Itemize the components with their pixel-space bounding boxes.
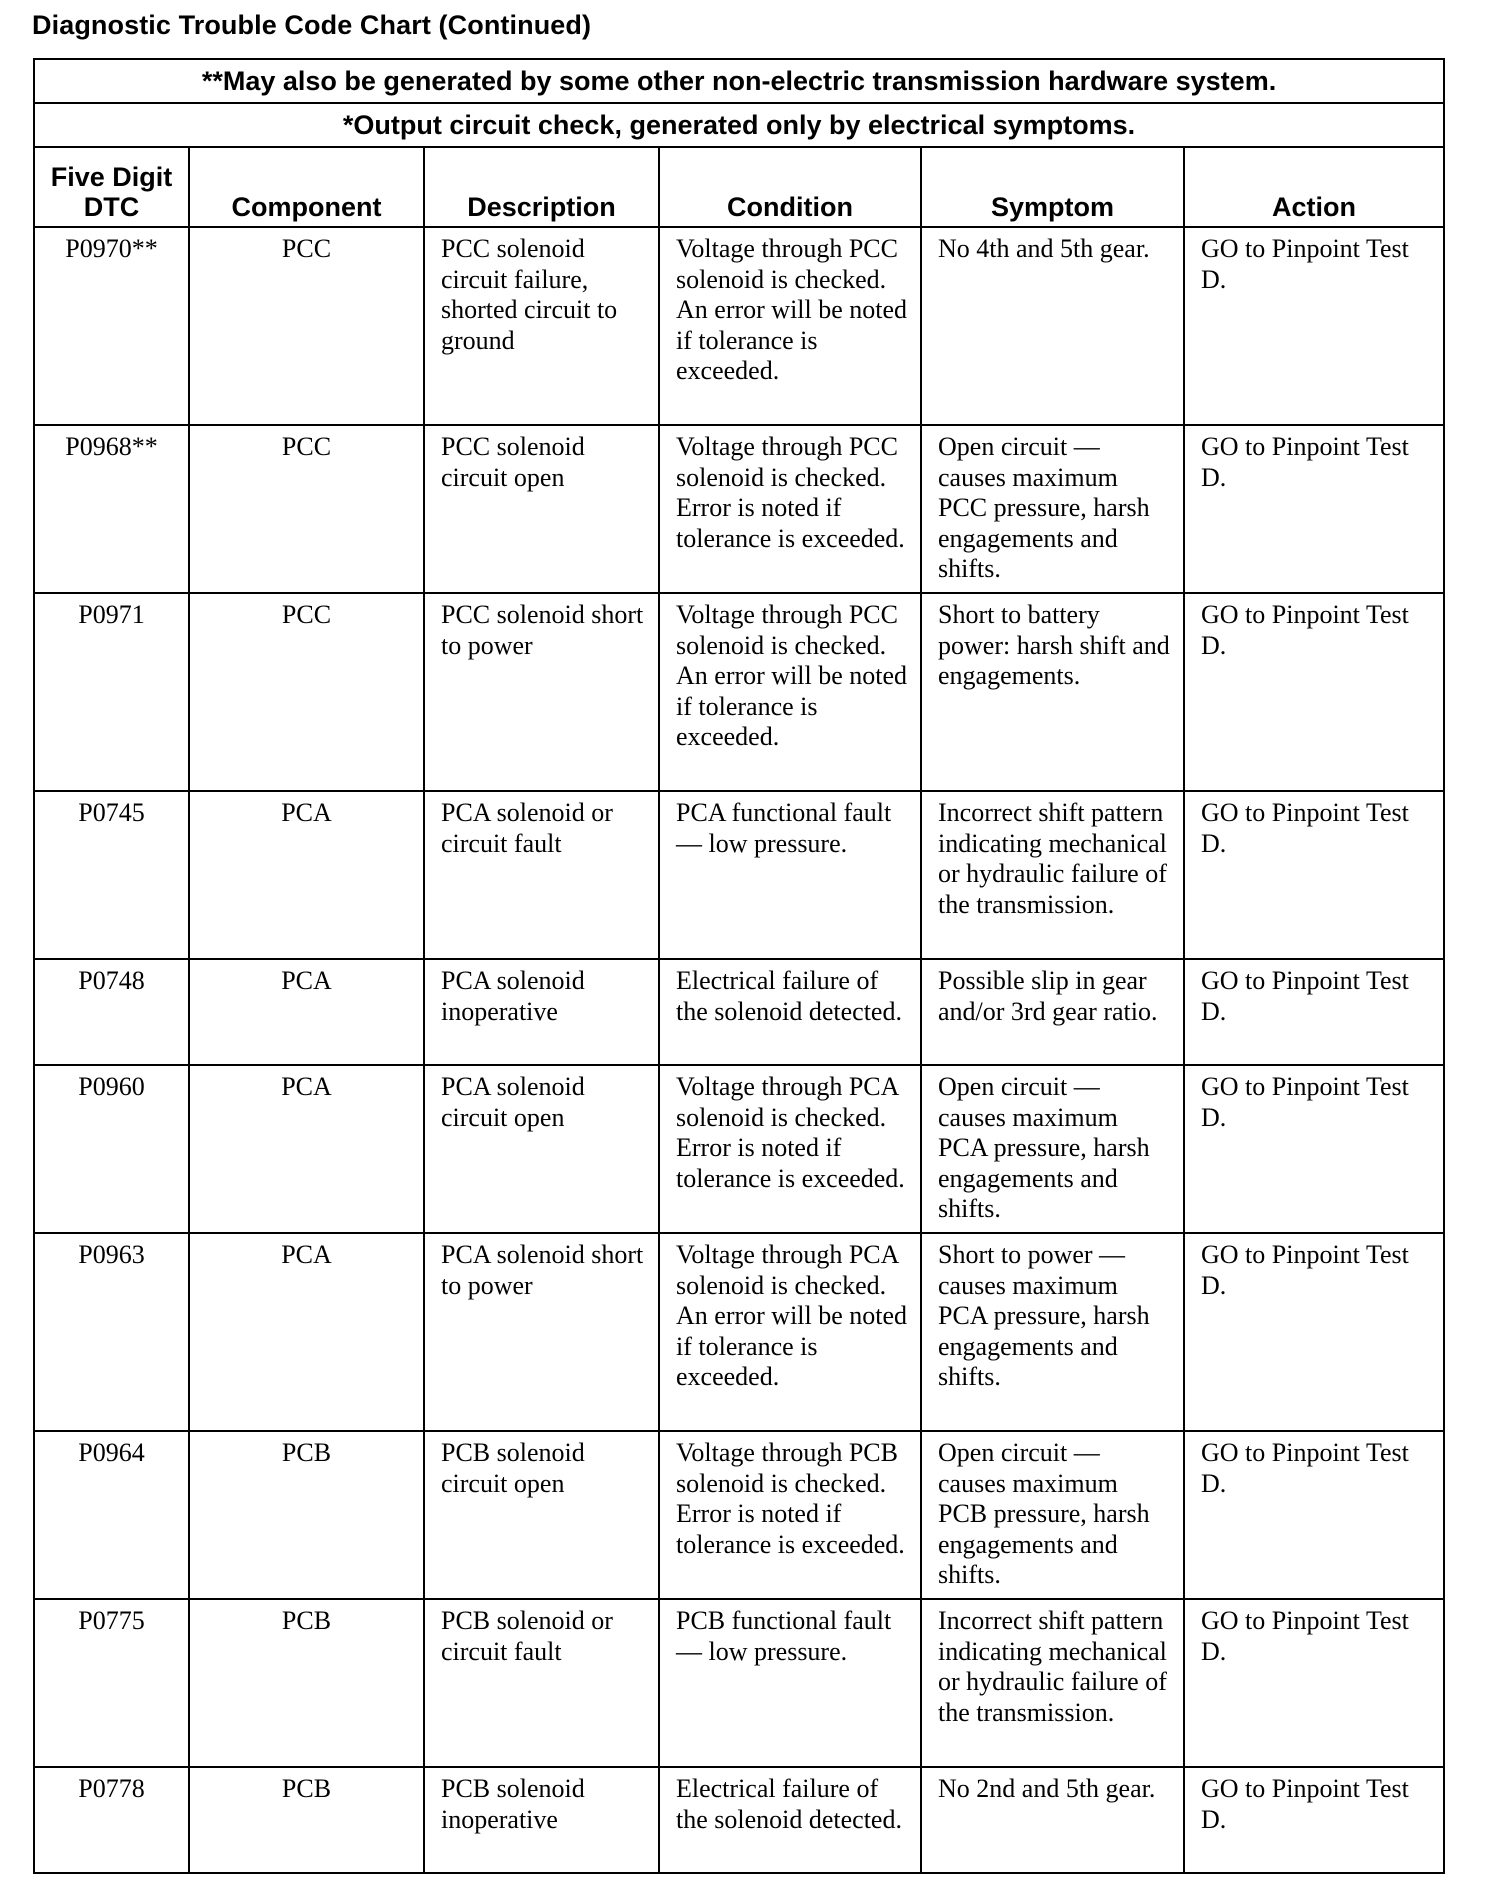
table-row <box>34 1065 1444 1233</box>
component-cell-text: PCC <box>281 432 332 461</box>
header-condition: Condition <box>659 147 921 227</box>
header-description: Description <box>424 147 659 227</box>
action-cell <box>1184 425 1444 593</box>
description-cell <box>424 1233 659 1431</box>
condition-cell <box>659 1431 921 1599</box>
component-cell-text: PCB <box>281 1774 332 1803</box>
symptom-cell-text: Incorrect shift pattern indicating mechanical or hydraulic failure of the transmission. <box>938 798 1167 919</box>
component-cell <box>189 425 424 593</box>
dtc-cell <box>34 425 189 593</box>
action-cell <box>1184 791 1444 959</box>
action-cell-text: GO to Pinpoint Test D. <box>1201 234 1409 294</box>
component-cell <box>189 227 424 425</box>
symptom-cell <box>921 227 1184 425</box>
action-cell-text: GO to Pinpoint Test D. <box>1201 600 1409 660</box>
condition-cell-text: Voltage through PCC solenoid is checked. An error will be noted if tolerance is exceeded. <box>676 234 908 385</box>
condition-cell-text: Voltage through PCA solenoid is checked. Error is noted if tolerance is exceeded. <box>676 1072 905 1193</box>
action-cell <box>1184 1767 1444 1873</box>
component-cell-text: PCA <box>281 1072 332 1101</box>
description-cell <box>424 1767 659 1873</box>
condition-cell <box>659 1233 921 1431</box>
condition-cell <box>659 1599 921 1767</box>
symptom-cell <box>921 593 1184 791</box>
table-row <box>34 1431 1444 1599</box>
condition-cell <box>659 1065 921 1233</box>
description-cell-text: PCC solenoid short to power <box>441 600 644 660</box>
note-row-double-asterisk <box>34 59 1444 103</box>
description-cell <box>424 959 659 1065</box>
action-cell <box>1184 1233 1444 1431</box>
symptom-cell <box>921 425 1184 593</box>
description-cell <box>424 1431 659 1599</box>
description-cell-text: PCB solenoid circuit open <box>441 1438 585 1498</box>
dtc-cell-text: P0778 <box>78 1774 145 1803</box>
dtc-cell-text: P0968** <box>65 432 158 461</box>
description-cell-text: PCA solenoid or circuit fault <box>441 798 613 858</box>
dtc-cell <box>34 1233 189 1431</box>
component-cell-text: PCA <box>281 798 332 827</box>
condition-cell <box>659 959 921 1065</box>
component-cell <box>189 1767 424 1873</box>
description-cell <box>424 425 659 593</box>
header-component: Component <box>189 147 424 227</box>
symptom-cell <box>921 791 1184 959</box>
symptom-cell <box>921 1599 1184 1767</box>
dtc-cell-text: P0748 <box>78 966 145 995</box>
dtc-cell-text: P0775 <box>78 1606 145 1635</box>
table-row <box>34 791 1444 959</box>
action-cell <box>1184 1065 1444 1233</box>
symptom-cell <box>921 1065 1184 1233</box>
symptom-cell-text: No 2nd and 5th gear. <box>938 1774 1156 1803</box>
description-cell <box>424 593 659 791</box>
dtc-cell <box>34 1767 189 1873</box>
action-cell-text: GO to Pinpoint Test D. <box>1201 1072 1409 1132</box>
page-title: Diagnostic Trouble Code Chart (Continued) <box>32 10 592 40</box>
symptom-cell-text: Incorrect shift pattern indicating mechanical or hydraulic failure of the transmission. <box>938 1606 1167 1727</box>
description-cell <box>424 791 659 959</box>
description-cell-text: PCB solenoid inoperative <box>441 1774 585 1834</box>
dtc-cell <box>34 1431 189 1599</box>
symptom-cell-text: Open circuit — causes maximum PCB pressure, harsh engagements and shifts. <box>938 1438 1150 1589</box>
action-cell <box>1184 959 1444 1065</box>
condition-cell-text: PCB functional fault — low pressure. <box>676 1606 892 1666</box>
header-five-digit-dtc <box>34 147 189 227</box>
condition-cell-text: Voltage through PCB solenoid is checked. Error is noted if tolerance is exceeded. <box>676 1438 905 1559</box>
table-row <box>34 593 1444 791</box>
dtc-cell <box>34 1599 189 1767</box>
header-dtc-line1: Five Digit <box>50 162 173 192</box>
condition-cell <box>659 593 921 791</box>
condition-cell <box>659 425 921 593</box>
symptom-cell-text: Open circuit — causes maximum PCA pressure, harsh engagements and shifts. <box>938 1072 1150 1223</box>
table-row <box>34 1233 1444 1431</box>
table-row <box>34 959 1444 1065</box>
table-row <box>34 1767 1444 1873</box>
header-dtc-line2: DTC <box>83 192 140 222</box>
component-cell <box>189 1599 424 1767</box>
condition-cell-text: PCA functional fault — low pressure. <box>676 798 892 858</box>
action-cell-text: GO to Pinpoint Test D. <box>1201 966 1409 1026</box>
dtc-cell <box>34 1065 189 1233</box>
symptom-cell-text: Short to battery power: harsh shift and engagements. <box>938 600 1170 690</box>
action-cell-text: GO to Pinpoint Test D. <box>1201 432 1409 492</box>
condition-cell-text: Voltage through PCC solenoid is checked. Error is noted if tolerance is exceeded. <box>676 432 905 553</box>
action-cell-text: GO to Pinpoint Test D. <box>1201 798 1409 858</box>
header-symptom: Symptom <box>921 147 1184 227</box>
component-cell-text: PCA <box>281 966 332 995</box>
description-cell-text: PCC solenoid circuit failure, shorted circuit to ground <box>441 234 618 355</box>
action-cell-text: GO to Pinpoint Test D. <box>1201 1606 1409 1666</box>
condition-cell <box>659 791 921 959</box>
dtc-cell-text: P0964 <box>78 1438 145 1467</box>
component-cell <box>189 1431 424 1599</box>
note-row-single-asterisk <box>34 103 1444 147</box>
component-cell-text: PCB <box>281 1438 332 1467</box>
header-action: Action <box>1184 147 1444 227</box>
description-cell-text: PCC solenoid circuit open <box>441 432 585 492</box>
description-cell <box>424 1599 659 1767</box>
dtc-cell <box>34 593 189 791</box>
symptom-cell-text: Possible slip in gear and/or 3rd gear ratio. <box>938 966 1158 1026</box>
symptom-cell-text: Short to power — causes maximum PCA pressure, harsh engagements and shifts. <box>938 1240 1150 1391</box>
component-cell <box>189 1065 424 1233</box>
condition-cell-text: Electrical failure of the solenoid detected. <box>676 966 902 1026</box>
component-cell <box>189 1233 424 1431</box>
component-cell <box>189 959 424 1065</box>
symptom-cell <box>921 1767 1184 1873</box>
table-row <box>34 227 1444 425</box>
condition-cell <box>659 227 921 425</box>
dtc-cell-text: P0970** <box>65 234 158 263</box>
note-single-asterisk: *Output circuit check, generated only by electrical symptoms. <box>34 103 1444 147</box>
component-cell-text: PCB <box>281 1606 332 1635</box>
table-row <box>34 1599 1444 1767</box>
note-double-asterisk: **May also be generated by some other non-electric transmission hardware system. <box>34 59 1444 103</box>
symptom-cell <box>921 1233 1184 1431</box>
table-row <box>34 425 1444 593</box>
component-cell-text: PCC <box>281 600 332 629</box>
condition-cell-text: Voltage through PCA solenoid is checked. An error will be noted if tolerance is exceeded. <box>676 1240 908 1391</box>
action-cell-text: GO to Pinpoint Test D. <box>1201 1240 1409 1300</box>
description-cell-text: PCB solenoid or circuit fault <box>441 1606 613 1666</box>
dtc-cell-text: P0960 <box>78 1072 145 1101</box>
description-cell <box>424 1065 659 1233</box>
table-header-row <box>34 147 1444 227</box>
dtc-cell-text: P0963 <box>78 1240 145 1269</box>
dtc-cell <box>34 959 189 1065</box>
component-cell <box>189 791 424 959</box>
description-cell-text: PCA solenoid inoperative <box>441 966 585 1026</box>
dtc-cell <box>34 227 189 425</box>
symptom-cell <box>921 1431 1184 1599</box>
dtc-cell <box>34 791 189 959</box>
component-cell <box>189 593 424 791</box>
dtc-cell-text: P0971 <box>78 600 145 629</box>
action-cell <box>1184 227 1444 425</box>
action-cell <box>1184 1599 1444 1767</box>
description-cell <box>424 227 659 425</box>
description-cell-text: PCA solenoid circuit open <box>441 1072 585 1132</box>
action-cell-text: GO to Pinpoint Test D. <box>1201 1438 1409 1498</box>
condition-cell <box>659 1767 921 1873</box>
component-cell-text: PCA <box>281 1240 332 1269</box>
component-cell-text: PCC <box>281 234 332 263</box>
dtc-cell-text: P0745 <box>78 798 145 827</box>
action-cell-text: GO to Pinpoint Test D. <box>1201 1774 1409 1834</box>
symptom-cell-text: Open circuit — causes maximum PCC pressure, harsh engagements and shifts. <box>938 432 1150 583</box>
action-cell <box>1184 1431 1444 1599</box>
symptom-cell <box>921 959 1184 1065</box>
condition-cell-text: Electrical failure of the solenoid detected. <box>676 1774 902 1834</box>
action-cell <box>1184 593 1444 791</box>
dtc-chart-table <box>33 58 1445 1874</box>
condition-cell-text: Voltage through PCC solenoid is checked. An error will be noted if tolerance is exceeded. <box>676 600 908 751</box>
symptom-cell-text: No 4th and 5th gear. <box>938 234 1150 263</box>
description-cell-text: PCA solenoid short to power <box>441 1240 644 1300</box>
